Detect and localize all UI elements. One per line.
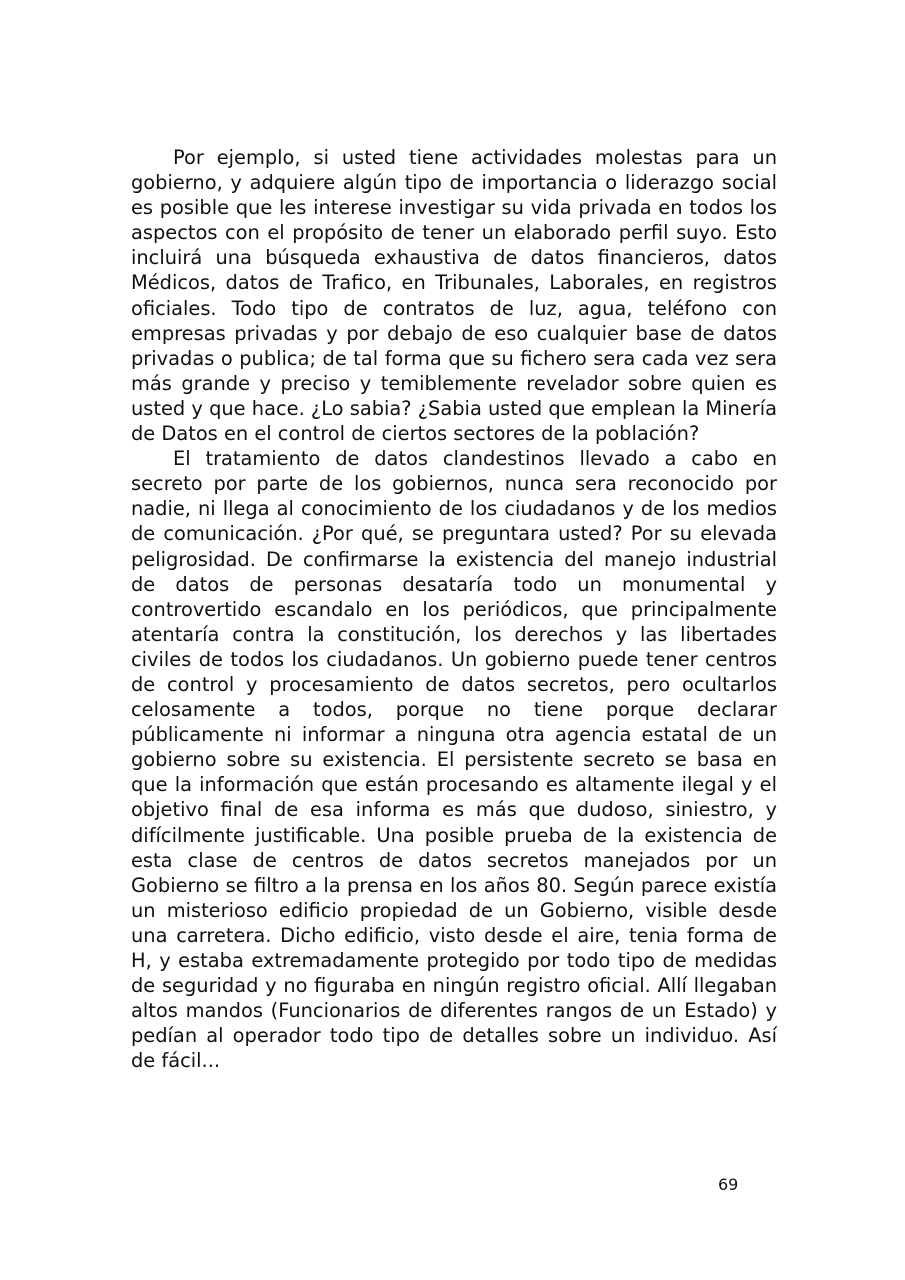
paragraph-1: Por ejemplo, si usted tiene actividades molestas para un gobierno, y adquiere algún tipo de importancia o liderazgo social es posible que les interese investigar su vida privada en todos los aspectos con el propósito de tener un elaborado perfil suyo. Esto incluirá una búsqueda exhaustiva de datos financieros, datos Médicos, datos de Trafico, en Tribunales, Laborales, en registros oficiales. Todo tipo de contratos de luz, agua, teléfono con empresas privadas y por debajo de eso cualquier base de datos privadas o publica; de tal forma que su fichero sera cada vez sera más grande y preciso y temiblemente revelador sobre quien es usted y que hace. ¿Lo sabia? ¿Sabia usted que emplean la Minería de Datos en el control de ciertos sectores de la población?	[131, 146, 777, 446]
paragraph-2: El tratamiento de datos clandestinos llevado a cabo en secreto por parte de los gobiernos, nunca sera reconocido por nadie, ni llega al conocimiento de los ciudadanos y de los medios de comunicación. ¿Por qué, se preguntara usted? Por su elevada peligrosidad. De confirmarse la existencia del manejo industrial de datos de personas desataría todo un monumental y controvertido escandalo en los periódicos, que principalmente atentaría contra la constitución, los derechos y las libertades civiles de todos los ciudadanos. Un gobierno puede tener centros de control y procesamiento de datos secretos, pero ocultarlos celosamente a todos, porque no tiene porque declarar públicamente ni informar a ninguna otra agencia estatal de un gobierno sobre su existencia. El persistente secreto se basa en que la información que están procesando es altamente ilegal y el objetivo final de esa informa es más que dudoso, siniestro, y difícilmente justificable. Una posible prueba de la existencia de esta clase de centros de datos secretos manejados por un Gobierno se filtro a la prensa en los años 80. Según parece existía un misterioso edificio propiedad de un Gobierno, visible desde una carretera. Dicho edificio, visto desde el aire, tenia forma de H, y estaba extremadamente protegido por todo tipo de medidas de seguridad y no figuraba en ningún registro oficial. Allí llegaban altos mandos (Funcionarios de diferentes rangos de un Estado) y pedían al operador todo tipo de detalles sobre un individuo. Así de fácil...	[131, 447, 777, 1073]
page-number: 69	[718, 1175, 739, 1194]
body-text	[131, 145, 777, 1073]
